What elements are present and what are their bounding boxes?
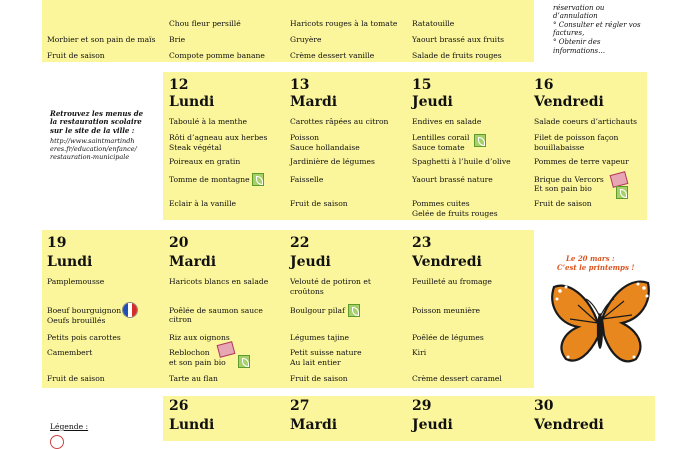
top-c3-3: Crème dessert vanille [290,51,375,60]
w2d4-item: Et son pain bio [534,184,592,193]
sidebar-line-1: réservation ou [553,4,605,12]
w2d4-item: Brique du Vercors [534,175,604,184]
info-url-3[interactable]: restauration-municipale [50,153,130,161]
w3d2-item: Riz aux oignons [169,333,230,342]
w3d4-item: Kiri [412,348,427,357]
w3d2-item: Poêlée de saumon sauce [169,306,263,315]
w3d4-item: Crème dessert caramel [412,374,502,383]
week2-day3-num: 15 [412,77,432,93]
top-c2-2: Brie [169,35,186,44]
w3d3-item: Velouté de potiron et [290,277,371,286]
w3d1-item: Fruit de saison [47,374,105,383]
w3d3-item: Boulgour pilaf [290,306,345,315]
w2d1-item: Poireaux en gratin [169,157,241,166]
top-c3-1: Haricots rouges à la tomate [290,19,398,28]
top-c2-1: Chou fleur persillé [169,19,241,28]
sidebar-line-3: ° Consulter et régler vos [553,21,641,29]
legend-title: Légende : [50,422,89,431]
w2d2-item: Fruit de saison [290,199,348,208]
w3d2-item: Reblochon [169,348,210,357]
info-text-2: la restauration scolaire [50,117,142,126]
w2d3-item: Sauce tomate [412,143,465,152]
week2-day2-num: 13 [290,77,310,93]
top-c1-2: Fruit de saison [47,51,105,60]
w3d3-item: Légumes tajine [290,333,350,342]
w2d2-item: Carottes râpées au citron [290,117,389,126]
w2d4-item: Filet de poisson façon [534,133,619,142]
organic-icon [252,173,264,186]
w3d2-item: et son pain bio [169,358,226,367]
top-c4-2: Yaourt brassé aux fruits [412,35,505,44]
w2d4-item: Pommes de terre vapeur [534,157,629,166]
sidebar-line-6: informations… [553,47,606,55]
w2d3-item: Yaourt brassé nature [412,175,493,184]
w2d4-item: Fruit de saison [534,199,592,208]
week2-day2-name: Mardi [290,94,338,110]
sidebar-line-2: d’annulation [553,12,598,20]
w2d2-item: Faisselle [290,175,324,184]
w2d3-item: Lentilles corail [412,133,470,142]
week3-day3-name: Jeudi [290,254,331,270]
w2d2-item: Jardinière de légumes [290,157,375,166]
week4-day1-name: Lundi [169,417,215,433]
w3d1-item: Petits pois carottes [47,333,121,342]
week3-day1-num: 19 [47,235,67,251]
organic-icon [616,186,628,199]
w2d4-item: bouillabaisse [534,143,585,152]
week2-day4-name: Vendredi [534,94,604,110]
w2d1-item: Steak végétal [169,143,222,152]
week4-day4-name: Vendredi [534,417,604,433]
week4-day3-name: Jeudi [412,417,453,433]
w3d1-item: Pamplemousse [47,277,105,286]
week3-day1-name: Lundi [47,254,93,270]
spring-note-2: C’est le printemps ! [557,263,635,272]
top-c2-3: Compote pomme banane [169,51,265,60]
w3d1-item: Camembert [47,348,93,357]
french-flag-icon [122,302,138,318]
w2d2-item: Poisson [290,133,320,142]
week2-day1-num: 12 [169,77,189,93]
w3d1-item: Boeuf bourguignon [47,306,122,315]
w2d3-item: Pommes cuites [412,199,470,208]
w2d1-item: Tomme de montagne [169,175,250,184]
week4-day2-name: Mardi [290,417,338,433]
w3d4-item: Poêlée de légumes [412,333,484,342]
w3d2-item: Tarte au flan [169,374,218,383]
info-url-2[interactable]: eres.fr/education/enfance/ [50,145,137,153]
top-c4-1: Ratatouille [412,19,455,28]
w2d1-item: Taboulé à la menthe [169,117,247,126]
w3d3-item: Fruit de saison [290,374,348,383]
w2d2-item: Sauce hollandaise [290,143,360,152]
legend-flag-icon [50,435,64,449]
w2d3-item: Spaghetti à l’huile d’olive [412,157,511,166]
week4-day2-num: 27 [290,398,310,414]
week3-day4-num: 23 [412,235,432,251]
w2d3-item: Endives en salade [412,117,482,126]
week3-day2-num: 20 [169,235,189,251]
week4-day4-num: 30 [534,398,554,414]
week2-day4-num: 16 [534,77,554,93]
week3-day2-name: Mardi [169,254,217,270]
week4-day1-num: 26 [169,398,189,414]
top-c4-3: Salade de fruits rouges [412,51,502,60]
week3-day3-num: 22 [290,235,310,251]
week3-day4-name: Vendredi [412,254,482,270]
organic-icon [238,355,250,368]
w2d1-item: Eclair à la vanille [169,199,237,208]
w2d4-item: Salade coeurs d’artichauts [534,117,638,126]
w3d3-item: croûtons [290,287,324,296]
w3d4-item: Poisson meunière [412,306,480,315]
w3d3-item: Au lait entier [290,358,341,367]
info-url-1[interactable]: http://www.saintmartindh [50,137,135,145]
top-c1-1: Morbier et son pain de maïs [47,35,156,44]
w3d1-item: Oeufs brouillés [47,316,106,325]
w3d2-item: citron [169,315,192,324]
butterfly-image [548,275,652,373]
w3d3-item: Petit suisse nature [290,348,362,357]
spring-note-1: Le 20 mars : [566,254,615,263]
w2d1-item: Rôti d’agneau aux herbes [169,133,268,142]
week4-day3-num: 29 [412,398,432,414]
w2d3-item: Gelée de fruits rouges [412,209,498,218]
w3d4-item: Feuilleté au fromage [412,277,492,286]
week2-day3-name: Jeudi [412,94,453,110]
top-c3-2: Gruyère [290,35,322,44]
w3d2-item: Haricots blancs en salade [169,277,269,286]
sidebar-line-5: ° Obtenir des [553,38,601,46]
organic-icon [348,304,360,317]
info-text-3: sur le site de la ville : [50,126,135,135]
sidebar-line-4: factures, [553,29,585,37]
info-text-1: Retrouvez les menus de [50,109,144,118]
week2-day1-name: Lundi [169,94,215,110]
organic-icon [474,134,486,147]
